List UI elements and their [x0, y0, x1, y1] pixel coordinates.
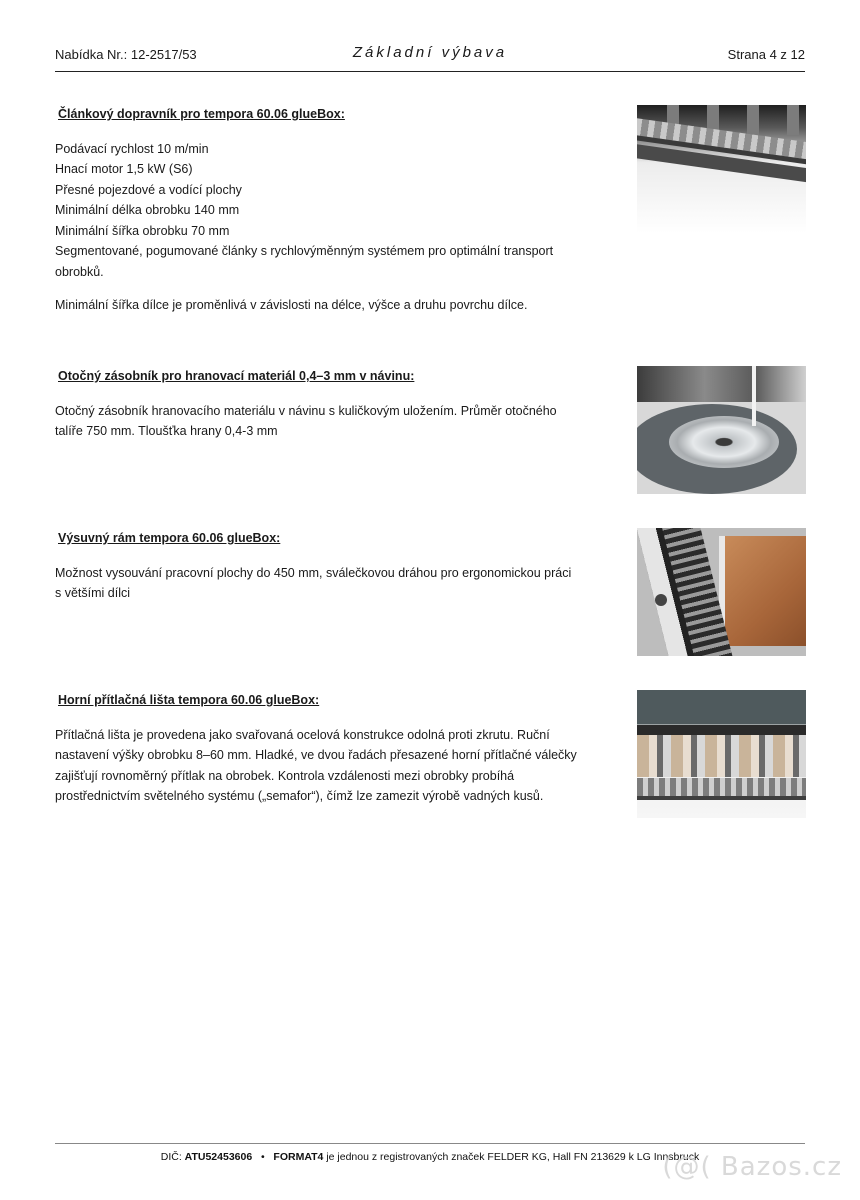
- section-note: Minimální šířka dílce je proměnlivá v závislosti na délce, výšce a druhu povrchu dílce.: [55, 298, 528, 312]
- turntable-photo: [637, 366, 806, 494]
- pressure-beam-photo: [637, 690, 806, 818]
- section-conveyor: [55, 104, 600, 316]
- spec-line: Hnací motor 1,5 kW (S6): [55, 162, 193, 176]
- section-extension-frame: [55, 528, 600, 604]
- header-divider: [55, 71, 805, 72]
- conveyor-photo: [637, 105, 806, 233]
- dic-value: ATU52453606: [184, 1151, 253, 1163]
- page-header: [55, 44, 805, 66]
- page-title: Základní výbava: [352, 44, 508, 61]
- bazos-watermark: (@( Bazos.cz: [662, 1152, 842, 1182]
- section-text: Otočný zásobník hranovacího materiálu v návinu s kuličkovým uložením. Průměr otočného: [55, 403, 557, 418]
- spec-line-min-length: [55, 200, 600, 221]
- section-text: nastavení výšky obrobku 8–60 mm. Hladké, ve dvou řadách přesazené horní přítlačné válečky: [55, 748, 577, 762]
- section-pressure-beam: [55, 690, 600, 807]
- footer-divider: [55, 1143, 805, 1144]
- section-text: s většími dílci: [55, 586, 131, 600]
- footer-text: je jednou z registrovaných značek FELDER KG, Hall FN 213629 k LG Innsbruck: [326, 1151, 700, 1163]
- section-title: Otočný zásobník pro hranovací materiál 0,4–3 mm v návinu:: [58, 369, 415, 383]
- offer-number: Nabídka Nr.: 12-2517/53: [55, 47, 197, 62]
- section-text: Přítlačná lišta je provedena jako svařovaná ocelová konstrukce odolná proti zkrutu. Ruční: [55, 727, 550, 742]
- footer-bullet: •: [260, 1151, 265, 1163]
- section-edge-magazine: [55, 366, 600, 442]
- min-length-label: Minimální délka obrobku: [55, 203, 191, 217]
- section-text: zajišťují rovnoměrný přítlak na obrobek. Kontrola vzdálenosti mezi obrobky probíhá: [55, 768, 515, 783]
- spec-line: Přesné pojezdové a vodící plochy: [55, 182, 242, 197]
- min-length-value: 140 mm: [193, 203, 240, 217]
- section-title: Výsuvný rám tempora 60.06 glueBox:: [58, 531, 281, 545]
- section-title: Horní přítlačná lišta tempora 60.06 glueBox:: [58, 693, 320, 707]
- section-text: Možnost vysouvání pracovní plochy do 450 mm, sválečkovou dráhou pro ergonomickou práci: [55, 565, 572, 580]
- section-text: prostřednictvím světelného systému („semafor“), čímž lze zamezit výrobě vadných kusů.: [55, 789, 544, 803]
- section-title: Článkový dopravník pro tempora 60.06 glueBox:: [58, 107, 345, 121]
- brand-name: FORMAT4: [273, 1151, 324, 1163]
- spec-line: Podávací rychlost 10 m/min: [55, 141, 209, 156]
- page-number: Strana 4 z 12: [727, 47, 805, 62]
- dic-label: DIČ:: [160, 1151, 182, 1163]
- spec-line: Segmentované, pogumované články s rychlovýměnným systémem pro optimální transport: [55, 244, 554, 258]
- section-text: talíře 750 mm. Tloušťka hrany 0,4-3 mm: [55, 424, 278, 438]
- extension-frame-photo: [637, 528, 806, 656]
- spec-line: Minimální šířka obrobku 70 mm: [55, 223, 230, 238]
- spec-line: obrobků.: [55, 264, 104, 279]
